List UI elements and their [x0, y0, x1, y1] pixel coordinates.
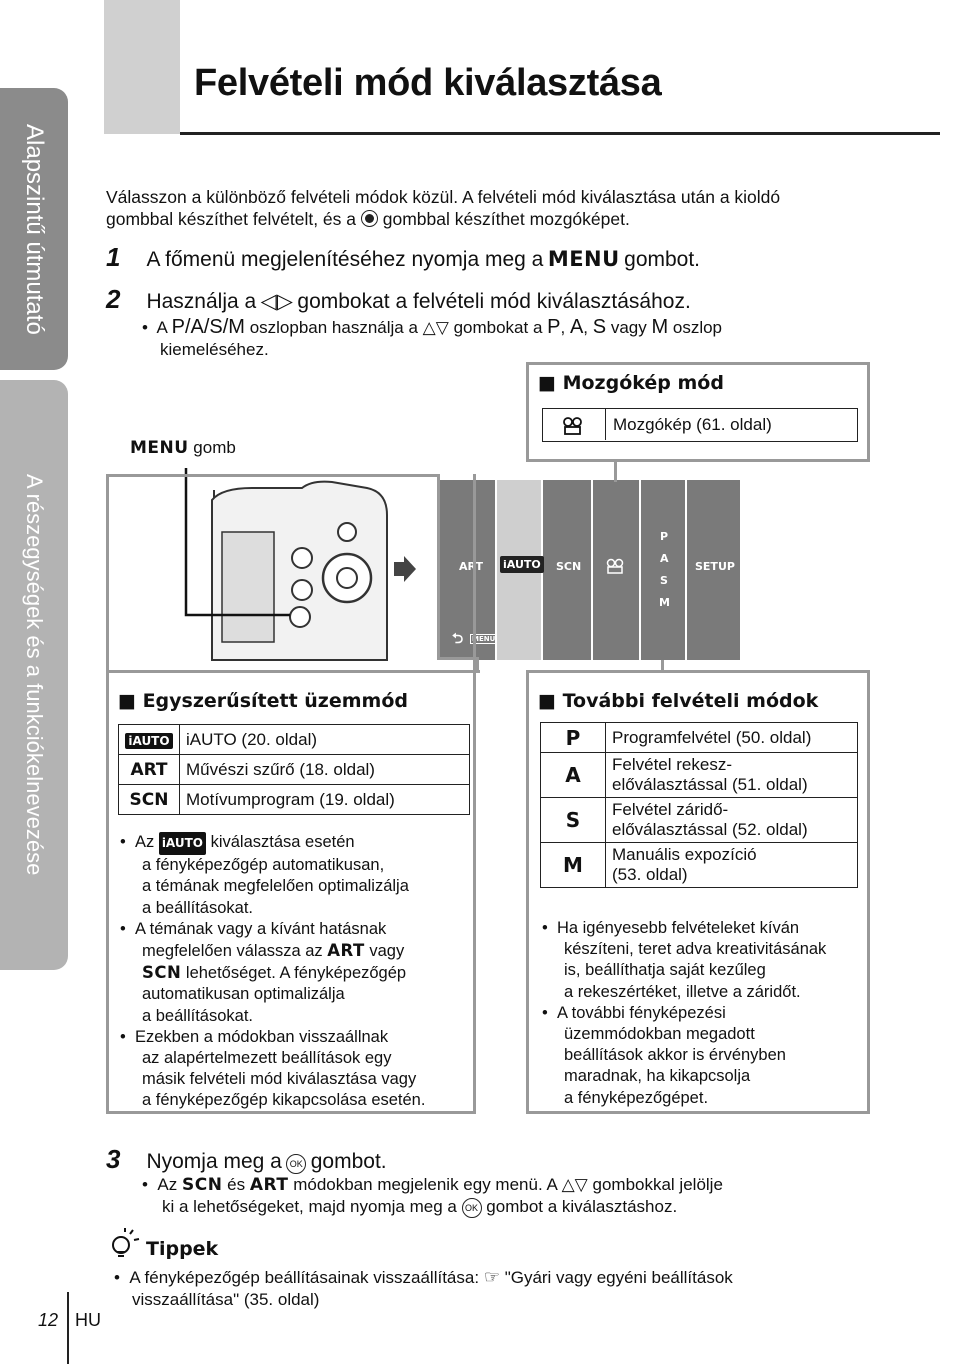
movie-camera-icon [561, 417, 585, 435]
art-icon: ART [119, 755, 180, 785]
more-modes-notes [542, 918, 864, 1109]
table-row: M Manuális expozíció (53. oldal) [541, 843, 858, 888]
iauto-icon: iAUTO [159, 832, 206, 855]
scn-icon: SCN [119, 785, 180, 815]
step-3-number: 3 [106, 1144, 121, 1174]
simple-mode-table [118, 724, 470, 815]
m-mode-icon: M [541, 843, 606, 888]
header-rule [180, 132, 940, 135]
step-3-bullet: • Az SCN és ART módokban megjelenik egy menü. A △▽ gombokkal jelölje ki a lehetőségeket, majd nyomja meg a OK gombot a kiválasztáshoz. [142, 1175, 723, 1216]
connector-line [614, 462, 617, 482]
intro-paragraph [106, 186, 936, 230]
p-mode-icon: P [541, 723, 606, 753]
ok-button-icon: OK [462, 1198, 482, 1218]
sidebar-tab-parts-label-2: elnevezése [22, 764, 47, 876]
list-item: • A további fényképezési üzemmódokban megadott beállítások akkor is érvényben maradnak, ha kikapcsolja a fényképezőgépet. [542, 1003, 786, 1107]
page-title: Felvételi mód kiválasztása [194, 62, 662, 104]
connector-line [106, 474, 440, 477]
left-right-arrows-icon: ◁▷ [260, 290, 293, 313]
reference-icon: ☞ [483, 1267, 500, 1287]
table-row: S Felvétel záridő- előválasztással (52. oldal) [541, 798, 858, 843]
step-2-number: 2 [106, 284, 121, 314]
lightbulb-icon [106, 1228, 140, 1262]
movie-mode-title: ■ Mozgókép mód [538, 372, 724, 394]
sidebar-tab-parts-label-1: A részegységek és a funkciók [22, 474, 47, 765]
menu-button-label: MENU [547, 247, 620, 271]
step-1: 1 A főmenü megjelenítéséhez nyomja meg a MENU gombot. [106, 242, 701, 272]
connector-line [437, 474, 440, 660]
more-modes-title: ■ További felvételi módok [538, 690, 819, 712]
simple-mode-title: ■ Egyszerűsített üzemmód [118, 690, 408, 712]
up-down-arrows-icon: △▽ [561, 1175, 588, 1194]
step-1-number: 1 [106, 242, 121, 272]
back-icon: ⮌ [452, 631, 464, 647]
a-mode-icon: A [541, 753, 606, 798]
connector-line [661, 660, 664, 672]
connector-line [437, 657, 479, 660]
sidebar-tab-basic-guide-label: Alapszintű útmutató [21, 123, 48, 335]
iauto-icon: iAUTO [500, 556, 544, 573]
table-row: SCN Motívumprogram (19. oldal) [119, 785, 470, 815]
connector-line [476, 660, 479, 670]
intro-line-2: gombbal készíthet felvételt, és a gombbal készíthet mozgóképet. [106, 209, 630, 229]
tips-title: Tippek [146, 1238, 219, 1260]
footer-divider [67, 1292, 69, 1364]
list-item: • Ezekben a módokban visszaállnak az alapértelmezett beállítások egy másik felvételi mód kiválasztása vagy a fényképezőgép kikapcsolása esetén. [120, 1027, 426, 1110]
table-row: P Programfelvétel (50. oldal) [541, 723, 858, 753]
sidebar-tab-parts-names[interactable] [0, 380, 68, 970]
step-2-bullet: • A P/A/S/M oszlopban használja a △▽ gombokat a P, A, S vagy M oszlop kiemeléséhez. [142, 316, 723, 359]
table-row: A Felvétel rekesz- előválasztással (51. oldal) [541, 753, 858, 798]
up-down-arrows-icon: △▽ [422, 318, 449, 337]
menu-button-callout: MENU gomb [130, 438, 236, 458]
step-3: 3 Nyomja meg a OK gombot. [106, 1144, 387, 1174]
step-2: 2 Használja a ◁▷ gombokat a felvételi mód kiválasztásához. [106, 284, 691, 314]
language-code: HU [75, 1310, 101, 1330]
tips-text: • A fényképezőgép beállításainak visszaállítása: ☞ "Gyári vagy egyéni beállítások visszaállítása" (35. oldal) [114, 1267, 733, 1309]
table-row: iAUTO iAUTO (20. oldal) [119, 725, 470, 755]
page-number: 12 [38, 1310, 59, 1330]
connector-line [106, 670, 480, 673]
iauto-icon: iAUTO [125, 733, 172, 749]
header-accent-bar [104, 0, 180, 134]
list-item: • Az iAUTO kiválasztása esetén a fényképezőgép automatikusan, a témának megfelelően optimalizálja a beállításokat. [120, 833, 409, 917]
ok-button-icon: OK [286, 1154, 306, 1174]
more-modes-table [540, 722, 858, 888]
movie-mode-row: Mozgókép (61. oldal) [542, 408, 858, 442]
record-button-icon [361, 210, 378, 227]
sidebar-tab-basic-guide[interactable] [0, 88, 68, 370]
table-row: ART Művészi szűrő (18. oldal) [119, 755, 470, 785]
menu-strip-pasm[interactable] [641, 480, 685, 660]
list-item: • A témának vagy a kívánt hatásnak megfelelően válassza az ART vagy SCN lehetőséget. A fényképezőgép automatikusan optimalizálja a beállításokat. [120, 919, 407, 1025]
intro-line-1: Válasszon a különböző felvételi módok közül. A felvételi mód kiválasztása után a kioldó [106, 187, 781, 207]
simple-mode-notes [120, 832, 472, 1112]
movie-camera-icon [605, 558, 625, 574]
s-mode-icon: S [541, 798, 606, 843]
list-item: • Ha igényesebb felvételeket kíván készíteni, teret adva kreativitásának is, beállíthatja saját kezűleg a rekeszértéket, illetve a záridőt. [542, 919, 827, 1001]
